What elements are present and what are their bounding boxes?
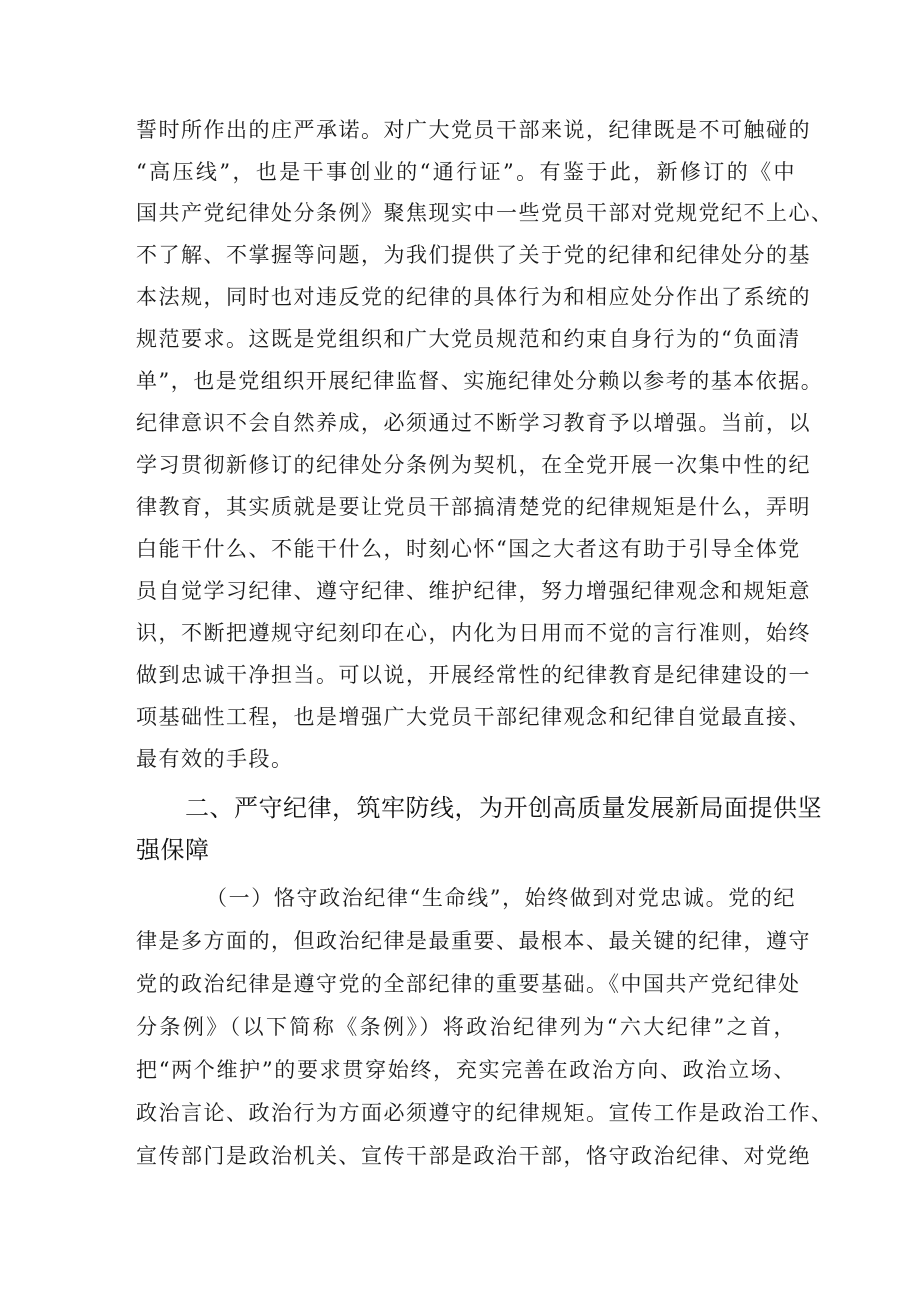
body-text-line: 最有效的手段。 — [136, 747, 294, 771]
body-text-line: 识，不断把遵规守纪刻印在心，内化为日用而不觉的言行准则，始终 — [136, 621, 811, 645]
body-text-line: 誓时所作出的庄严承诺。对广大党员干部来说，纪律既是不可触碰的 — [136, 118, 811, 142]
body-text-line: 纪律意识不会自然养成，必须通过不断学习教育予以增强。当前，以 — [136, 411, 811, 435]
section-heading-line: 强保障 — [136, 836, 210, 864]
subsection-text-line: 政治言论、政治行为方面必须遵守的纪律规矩。宣传工作是政治工作、 — [136, 1101, 834, 1125]
subsection-text-line: 把“两个维护”的要求贯穿始终，充实完善在政治方向、政治立场、 — [136, 1058, 796, 1082]
body-text-line: 单”，也是党组织开展纪律监督、实施纪律处分赖以参考的基本依据。 — [136, 369, 824, 393]
subsection-text-line: 党的政治纪律是遵守党的全部纪律的重要基础。《中国共产党纪律处 — [136, 972, 801, 996]
body-text-line: 规范要求。这既是党组织和广大党员规范和约束自身行为的“负面清 — [136, 327, 801, 351]
body-text-line: 项基础性工程，也是增强广大党员干部纪律观念和纪律自觉最直接、 — [136, 705, 811, 729]
subsection-text-line: 律是多方面的，但政治纪律是最重要、最根本、最关键的纪律，遵守 — [136, 929, 811, 953]
body-text-line: 不了解、不掌握等问题，为我们提供了关于党的纪律和纪律处分的基 — [136, 243, 811, 267]
body-text-line: 学习贯彻新修订的纪律处分条例为契机，在全党开展一次集中性的纪 — [136, 453, 811, 477]
subsection-text-line: 宣传部门是政治机关、宣传干部是政治干部，恪守政治纪律、对党绝 — [136, 1144, 811, 1168]
body-text-line: 律教育，其实质就是要让党员干部搞清楚党的纪律规矩是什么，弄明 — [136, 495, 811, 519]
subsection-text-line: 分条例》（以下简称《条例》）将政治纪律列为“六大纪律”之首， — [136, 1015, 796, 1039]
body-text-line: 员自觉学习纪律、遵守纪律、维护纪律，努力增强纪律观念和规矩意 — [136, 579, 811, 603]
body-text-line: “高压线”，也是干事创业的“通行证”。有鉴于此，新修订的《中 — [136, 160, 796, 184]
body-text-line: 本法规，同时也对违反党的纪律的具体行为和相应处分作出了系统的 — [136, 285, 811, 309]
subsection-text-line: （一）恪守政治纪律“生命线”，始终做到对党忠诚。党的纪 — [206, 886, 796, 910]
body-text-line: 白能干什么、不能干什么，时刻心怀“国之大者这有助于引导全体党 — [136, 537, 801, 561]
section-heading-line: 二、严守纪律，筑牢防线，为开创高质量发展新局面提供坚 — [185, 794, 822, 822]
body-text-line: 国共产党纪律处分条例》聚焦现实中一些党员干部对党规党纪不上心、 — [136, 201, 834, 225]
body-text-line: 做到忠诚干净担当。可以说，开展经常性的纪律教育是纪律建设的一 — [136, 663, 811, 687]
